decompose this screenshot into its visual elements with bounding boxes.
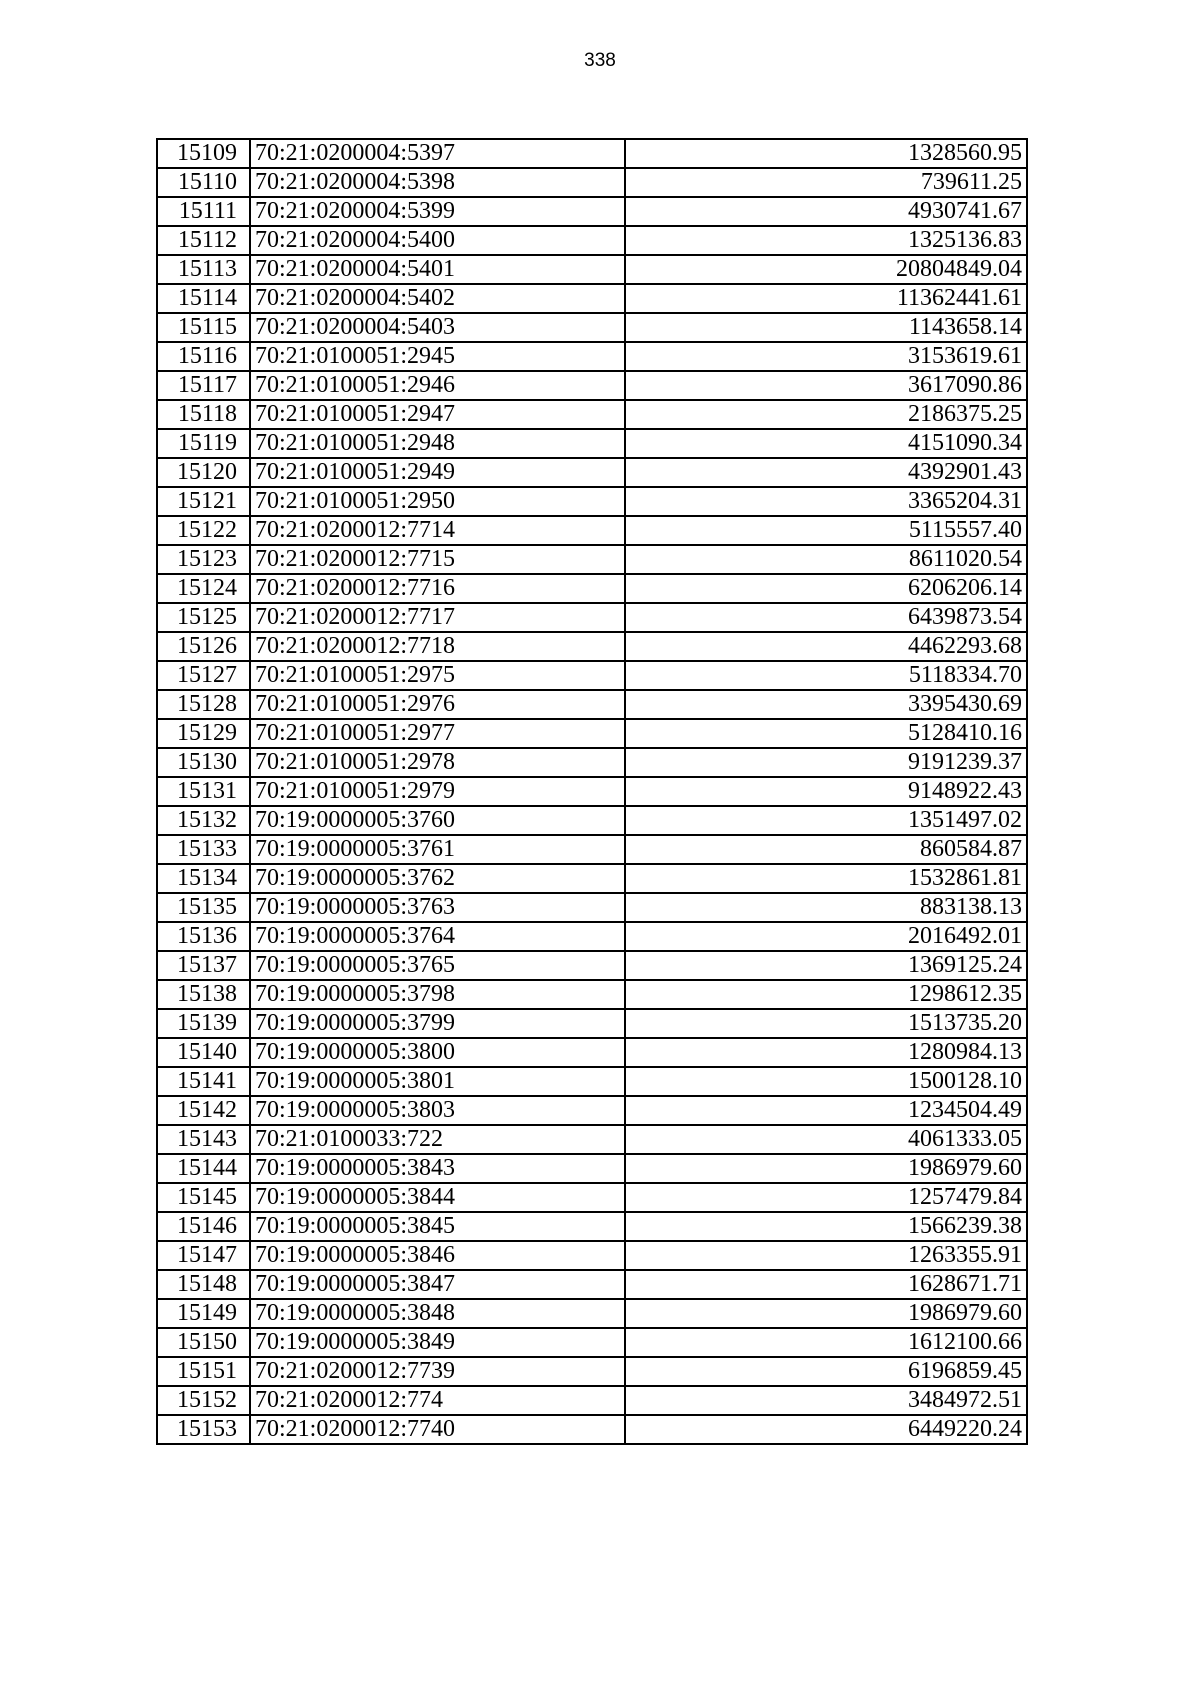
value-cell: 20804849.04 xyxy=(625,255,1027,284)
row-number-cell: 15128 xyxy=(157,690,250,719)
table-row xyxy=(157,516,1027,545)
table-row xyxy=(157,922,1027,951)
value-cell: 4930741.67 xyxy=(625,197,1027,226)
value-cell: 3617090.86 xyxy=(625,371,1027,400)
value-cell: 1566239.38 xyxy=(625,1212,1027,1241)
row-number-cell: 15118 xyxy=(157,400,250,429)
table-row xyxy=(157,1183,1027,1212)
cadastral-number-cell: 70:21:0100051:2975 xyxy=(250,661,625,690)
cadastral-number-cell: 70:21:0200012:7716 xyxy=(250,574,625,603)
value-cell: 6439873.54 xyxy=(625,603,1027,632)
row-number-cell: 15145 xyxy=(157,1183,250,1212)
cadastral-number-cell: 70:21:0100051:2949 xyxy=(250,458,625,487)
value-cell: 1234504.49 xyxy=(625,1096,1027,1125)
table-row xyxy=(157,661,1027,690)
value-cell: 1369125.24 xyxy=(625,951,1027,980)
row-number-cell: 15129 xyxy=(157,719,250,748)
row-number-cell: 15149 xyxy=(157,1299,250,1328)
cadastral-number-cell: 70:19:0000005:3846 xyxy=(250,1241,625,1270)
cadastral-number-cell: 70:19:0000005:3849 xyxy=(250,1328,625,1357)
page-number: 338 xyxy=(584,50,616,71)
table-row xyxy=(157,1328,1027,1357)
table-row xyxy=(157,632,1027,661)
row-number-cell: 15132 xyxy=(157,806,250,835)
row-number-cell: 15136 xyxy=(157,922,250,951)
row-number-cell: 15113 xyxy=(157,255,250,284)
row-number-cell: 15127 xyxy=(157,661,250,690)
table-row xyxy=(157,458,1027,487)
cadastral-number-cell: 70:21:0100051:2947 xyxy=(250,400,625,429)
row-number-cell: 15125 xyxy=(157,603,250,632)
table-row xyxy=(157,1241,1027,1270)
value-cell: 9191239.37 xyxy=(625,748,1027,777)
value-cell: 2016492.01 xyxy=(625,922,1027,951)
table-row xyxy=(157,545,1027,574)
row-number-cell: 15140 xyxy=(157,1038,250,1067)
value-cell: 1280984.13 xyxy=(625,1038,1027,1067)
table-row xyxy=(157,1212,1027,1241)
row-number-cell: 15134 xyxy=(157,864,250,893)
cadastral-number-cell: 70:21:0100051:2950 xyxy=(250,487,625,516)
row-number-cell: 15139 xyxy=(157,1009,250,1038)
value-cell: 1612100.66 xyxy=(625,1328,1027,1357)
row-number-cell: 15111 xyxy=(157,197,250,226)
value-cell: 4392901.43 xyxy=(625,458,1027,487)
cadastral-value-table xyxy=(156,138,1028,1445)
cadastral-number-cell: 70:19:0000005:3760 xyxy=(250,806,625,835)
value-cell: 739611.25 xyxy=(625,168,1027,197)
row-number-cell: 15151 xyxy=(157,1357,250,1386)
table-row xyxy=(157,197,1027,226)
table-row xyxy=(157,1299,1027,1328)
value-cell: 1986979.60 xyxy=(625,1299,1027,1328)
value-cell: 2186375.25 xyxy=(625,400,1027,429)
cadastral-number-cell: 70:21:0200004:5398 xyxy=(250,168,625,197)
table-row xyxy=(157,719,1027,748)
row-number-cell: 15130 xyxy=(157,748,250,777)
table-row xyxy=(157,893,1027,922)
row-number-cell: 15138 xyxy=(157,980,250,1009)
value-cell: 1143658.14 xyxy=(625,313,1027,342)
value-cell: 6449220.24 xyxy=(625,1415,1027,1444)
row-number-cell: 15141 xyxy=(157,1067,250,1096)
table-row xyxy=(157,951,1027,980)
cadastral-number-cell: 70:19:0000005:3844 xyxy=(250,1183,625,1212)
row-number-cell: 15131 xyxy=(157,777,250,806)
cadastral-number-cell: 70:19:0000005:3800 xyxy=(250,1038,625,1067)
cadastral-number-cell: 70:21:0200004:5402 xyxy=(250,284,625,313)
value-cell: 5118334.70 xyxy=(625,661,1027,690)
table-row xyxy=(157,255,1027,284)
table-row xyxy=(157,864,1027,893)
table-row xyxy=(157,603,1027,632)
table-row xyxy=(157,342,1027,371)
value-cell: 1325136.83 xyxy=(625,226,1027,255)
table-row xyxy=(157,777,1027,806)
value-cell: 1298612.35 xyxy=(625,980,1027,1009)
cadastral-number-cell: 70:21:0200012:7718 xyxy=(250,632,625,661)
table-row xyxy=(157,1386,1027,1415)
row-number-cell: 15135 xyxy=(157,893,250,922)
row-number-cell: 15115 xyxy=(157,313,250,342)
value-cell: 5115557.40 xyxy=(625,516,1027,545)
cadastral-number-cell: 70:21:0100051:2945 xyxy=(250,342,625,371)
row-number-cell: 15150 xyxy=(157,1328,250,1357)
value-cell: 9148922.43 xyxy=(625,777,1027,806)
table-row xyxy=(157,400,1027,429)
row-number-cell: 15112 xyxy=(157,226,250,255)
cadastral-number-cell: 70:21:0200012:7717 xyxy=(250,603,625,632)
cadastral-number-cell: 70:19:0000005:3843 xyxy=(250,1154,625,1183)
value-cell: 883138.13 xyxy=(625,893,1027,922)
cadastral-number-cell: 70:19:0000005:3803 xyxy=(250,1096,625,1125)
row-number-cell: 15119 xyxy=(157,429,250,458)
row-number-cell: 15124 xyxy=(157,574,250,603)
row-number-cell: 15143 xyxy=(157,1125,250,1154)
row-number-cell: 15120 xyxy=(157,458,250,487)
cadastral-number-cell: 70:21:0100051:2979 xyxy=(250,777,625,806)
cadastral-number-cell: 70:19:0000005:3801 xyxy=(250,1067,625,1096)
cadastral-number-cell: 70:21:0100051:2976 xyxy=(250,690,625,719)
table-row xyxy=(157,1415,1027,1444)
row-number-cell: 15133 xyxy=(157,835,250,864)
row-number-cell: 15122 xyxy=(157,516,250,545)
row-number-cell: 15121 xyxy=(157,487,250,516)
table-row xyxy=(157,1067,1027,1096)
row-number-cell: 15148 xyxy=(157,1270,250,1299)
row-number-cell: 15144 xyxy=(157,1154,250,1183)
cadastral-number-cell: 70:21:0100051:2946 xyxy=(250,371,625,400)
table-row xyxy=(157,748,1027,777)
table-row xyxy=(157,1154,1027,1183)
row-number-cell: 15137 xyxy=(157,951,250,980)
value-cell: 860584.87 xyxy=(625,835,1027,864)
value-cell: 3484972.51 xyxy=(625,1386,1027,1415)
cadastral-number-cell: 70:19:0000005:3765 xyxy=(250,951,625,980)
cadastral-value-table-container xyxy=(156,138,1026,1445)
row-number-cell: 15126 xyxy=(157,632,250,661)
table-row xyxy=(157,429,1027,458)
table-row xyxy=(157,168,1027,197)
value-cell: 11362441.61 xyxy=(625,284,1027,313)
row-number-cell: 15152 xyxy=(157,1386,250,1415)
row-number-cell: 15116 xyxy=(157,342,250,371)
value-cell: 1532861.81 xyxy=(625,864,1027,893)
row-number-cell: 15123 xyxy=(157,545,250,574)
table-row xyxy=(157,284,1027,313)
row-number-cell: 15146 xyxy=(157,1212,250,1241)
row-number-cell: 15153 xyxy=(157,1415,250,1444)
cadastral-number-cell: 70:19:0000005:3847 xyxy=(250,1270,625,1299)
value-cell: 4151090.34 xyxy=(625,429,1027,458)
cadastral-number-cell: 70:21:0100033:722 xyxy=(250,1125,625,1154)
value-cell: 1351497.02 xyxy=(625,806,1027,835)
cadastral-number-cell: 70:21:0200004:5397 xyxy=(250,139,625,168)
table-row xyxy=(157,806,1027,835)
table-row xyxy=(157,1357,1027,1386)
value-cell: 3365204.31 xyxy=(625,487,1027,516)
value-cell: 1263355.91 xyxy=(625,1241,1027,1270)
table-row xyxy=(157,487,1027,516)
value-cell: 3395430.69 xyxy=(625,690,1027,719)
cadastral-number-cell: 70:19:0000005:3798 xyxy=(250,980,625,1009)
row-number-cell: 15147 xyxy=(157,1241,250,1270)
table-row xyxy=(157,574,1027,603)
cadastral-number-cell: 70:19:0000005:3763 xyxy=(250,893,625,922)
row-number-cell: 15109 xyxy=(157,139,250,168)
cadastral-number-cell: 70:19:0000005:3762 xyxy=(250,864,625,893)
cadastral-number-cell: 70:21:0200012:7715 xyxy=(250,545,625,574)
cadastral-number-cell: 70:21:0200012:7714 xyxy=(250,516,625,545)
table-row xyxy=(157,313,1027,342)
cadastral-number-cell: 70:21:0200012:7740 xyxy=(250,1415,625,1444)
cadastral-number-cell: 70:21:0200004:5403 xyxy=(250,313,625,342)
table-row xyxy=(157,226,1027,255)
cadastral-number-cell: 70:21:0200004:5401 xyxy=(250,255,625,284)
cadastral-number-cell: 70:21:0100051:2978 xyxy=(250,748,625,777)
cadastral-number-cell: 70:21:0200004:5400 xyxy=(250,226,625,255)
value-cell: 1328560.95 xyxy=(625,139,1027,168)
cadastral-number-cell: 70:21:0100051:2977 xyxy=(250,719,625,748)
table-row xyxy=(157,980,1027,1009)
row-number-cell: 15110 xyxy=(157,168,250,197)
table-row xyxy=(157,371,1027,400)
row-number-cell: 15117 xyxy=(157,371,250,400)
row-number-cell: 15114 xyxy=(157,284,250,313)
row-number-cell: 15142 xyxy=(157,1096,250,1125)
table-row xyxy=(157,139,1027,168)
value-cell: 4462293.68 xyxy=(625,632,1027,661)
value-cell: 1500128.10 xyxy=(625,1067,1027,1096)
table-row xyxy=(157,1125,1027,1154)
value-cell: 5128410.16 xyxy=(625,719,1027,748)
cadastral-number-cell: 70:21:0200012:774 xyxy=(250,1386,625,1415)
cadastral-number-cell: 70:21:0200004:5399 xyxy=(250,197,625,226)
value-cell: 3153619.61 xyxy=(625,342,1027,371)
value-cell: 4061333.05 xyxy=(625,1125,1027,1154)
value-cell: 1513735.20 xyxy=(625,1009,1027,1038)
value-cell: 8611020.54 xyxy=(625,545,1027,574)
table-row xyxy=(157,690,1027,719)
value-cell: 6206206.14 xyxy=(625,574,1027,603)
value-cell: 1986979.60 xyxy=(625,1154,1027,1183)
table-row xyxy=(157,835,1027,864)
cadastral-number-cell: 70:21:0100051:2948 xyxy=(250,429,625,458)
cadastral-number-cell: 70:19:0000005:3845 xyxy=(250,1212,625,1241)
table-row xyxy=(157,1009,1027,1038)
cadastral-number-cell: 70:19:0000005:3764 xyxy=(250,922,625,951)
cadastral-number-cell: 70:21:0200012:7739 xyxy=(250,1357,625,1386)
value-cell: 1628671.71 xyxy=(625,1270,1027,1299)
value-cell: 6196859.45 xyxy=(625,1357,1027,1386)
value-cell: 1257479.84 xyxy=(625,1183,1027,1212)
table-row xyxy=(157,1096,1027,1125)
cadastral-number-cell: 70:19:0000005:3799 xyxy=(250,1009,625,1038)
table-row xyxy=(157,1038,1027,1067)
cadastral-number-cell: 70:19:0000005:3761 xyxy=(250,835,625,864)
table-body xyxy=(157,139,1027,1444)
table-row xyxy=(157,1270,1027,1299)
cadastral-number-cell: 70:19:0000005:3848 xyxy=(250,1299,625,1328)
